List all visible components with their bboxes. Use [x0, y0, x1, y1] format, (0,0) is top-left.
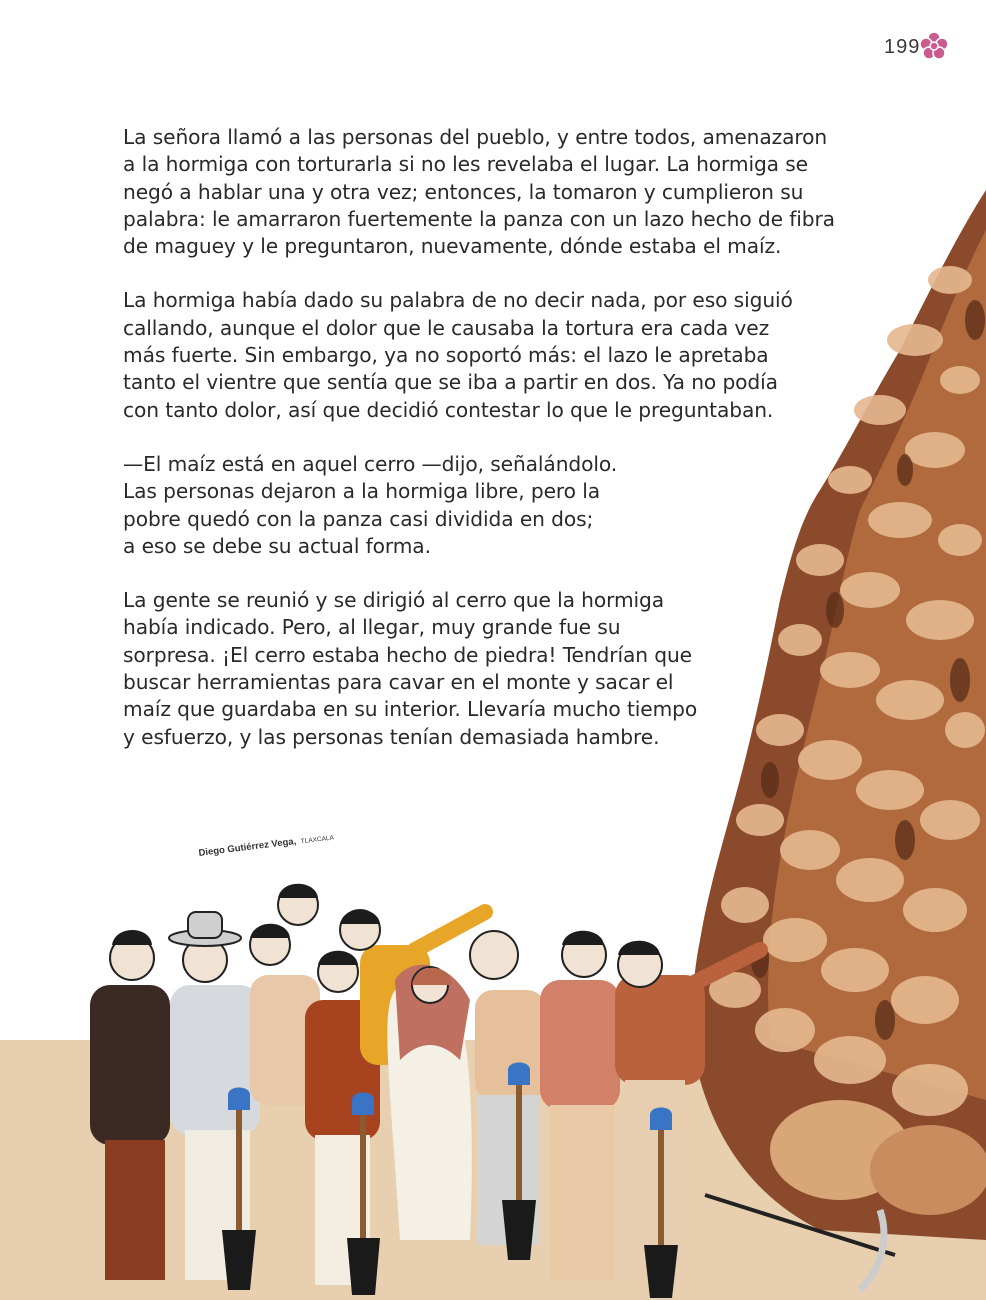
paragraph-1 [123, 124, 863, 260]
text-line: La gente se reunió y se dirigió al cerro que la hormiga [123, 588, 665, 613]
text-line: maíz que guardaba en su interior. Llevaría mucho tiempo [123, 697, 698, 722]
text-line: La hormiga había dado su palabra de no decir nada, por eso siguió [123, 288, 793, 313]
text-line: tanto el vientre que sentía que se iba a partir en dos. Ya no podía [123, 370, 778, 395]
text-line: de maguey y le preguntaron, nuevamente, dónde estaba el maíz. [123, 234, 782, 259]
text-line: negó a hablar una y otra vez; entonces, la tomaron y cumplieron su [123, 179, 804, 204]
text-line: —El maíz está en aquel cerro —dijo, señalándolo. [123, 451, 618, 476]
text-line: pobre quedó con la panza casi dividida en dos; [123, 506, 594, 531]
text-line: Las personas dejaron a la hormiga libre, pero la [123, 479, 601, 504]
credit-place: TLAXCALA [300, 834, 335, 846]
text-line: callando, aunque el dolor que le causaba la tortura era cada vez [123, 315, 770, 340]
text-line: con tanto dolor, así que decidió contestar lo que le preguntaban. [123, 397, 774, 422]
text-line: palabra: le amarraron fuertemente la panza con un lazo hecho de fibra [123, 206, 835, 231]
text-line: había indicado. Pero, al llegar, muy grande fue su [123, 615, 621, 640]
paragraph-2 [123, 287, 863, 423]
text-line: más fuerte. Sin embargo, ya no soportó más: el lazo le apretaba [123, 343, 769, 368]
villagers-group [90, 884, 760, 1298]
page-number: 199 [884, 36, 921, 58]
paragraph-3 [123, 451, 863, 560]
text-line: buscar herramientas para cavar en el monte y sacar el [123, 670, 674, 695]
flower-icon [918, 30, 950, 62]
paragraph-4 [123, 587, 863, 751]
text-line: a eso se debe su actual forma. [123, 533, 431, 558]
text-line: a la hormiga con torturarla si no les revelaba el lugar. La hormiga se [123, 152, 809, 177]
credit-name: Diego Gutiérrez Vega, [198, 836, 297, 859]
text-line: y esfuerzo, y las personas tenían demasiada hambre. [123, 724, 660, 749]
text-line: sorpresa. ¡El cerro estaba hecho de piedra! Tendrían que [123, 642, 692, 667]
story-text [123, 124, 863, 778]
text-line: La señora llamó a las personas del pueblo, y entre todos, amenazaron [123, 125, 828, 149]
